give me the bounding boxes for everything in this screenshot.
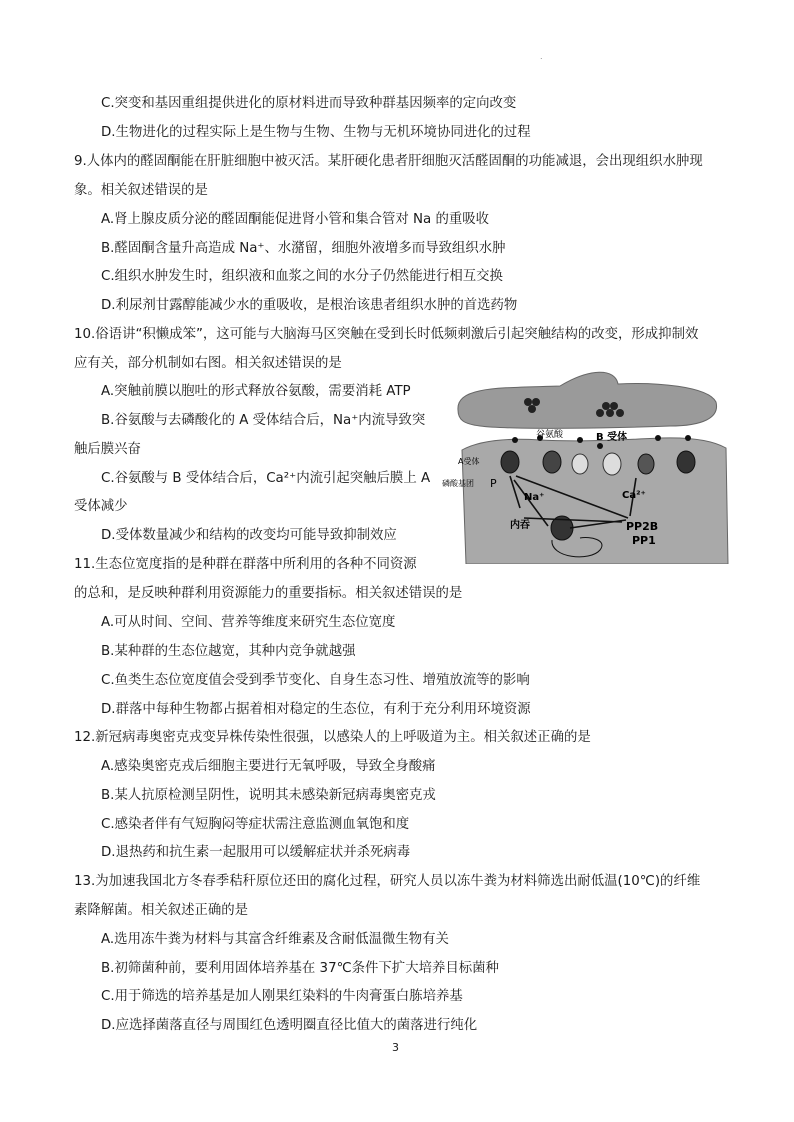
q12-option-c: C.感染者伴有气短胸闷等症状需注意监测血氧饱和度 <box>101 817 410 832</box>
receptor-5 <box>638 454 654 474</box>
label-a-receptor: A受体 <box>458 457 480 466</box>
q10-option-b-cont: 触后膜兴奋 <box>74 442 141 457</box>
q13-option-d: D.应选择菌落直径与周围红色透明圈直径比值大的菌落进行纯化 <box>101 1018 478 1033</box>
q13-stem-line2: 素降解菌。相关叙述正确的是 <box>74 903 249 918</box>
label-ca: Ca²⁺ <box>622 490 646 501</box>
q9-stem-line1: 9.人体内的醛固酮能在肝脏细胞中被灭活。某肝硬化患者肝细胞灭活醛固酮的功能减退，会出现组织水肿现 <box>74 154 703 169</box>
q13-option-b: B.初筛菌种前，要利用固体培养基在 37℃条件下扩大培养目标菌种 <box>101 961 499 976</box>
label-b-receptor: B 受体 <box>596 432 628 443</box>
q11-stem-line2: 的总和，是反映种群利用资源能力的重要指标。相关叙述错误的是 <box>74 586 463 601</box>
q9-option-a: A.肾上腺皮质分泌的醛固酮能促进肾小管和集合管对 Na 的重吸收 <box>101 212 490 227</box>
synapse-diagram <box>440 368 734 564</box>
q12-option-b: B.某人抗原检测呈阴性，说明其未感染新冠病毒奥密克戎 <box>101 788 436 803</box>
q10-option-b: B.谷氨酸与去磷酸化的 A 受体结合后，Na⁺内流导致突 <box>101 413 426 428</box>
q10-option-c: C.谷氨酸与 B 受体结合后，Ca²⁺内流引起突触后膜上 A <box>101 471 431 486</box>
q9-option-c: C.组织水肿发生时，组织液和血浆之间的水分子仍然能进行相互交换 <box>101 269 503 284</box>
q10-option-d: D.受体数量减少和结构的改变均可能导致抑制效应 <box>101 528 397 543</box>
receptor-6 <box>677 451 695 473</box>
q11-option-c: C.鱼类生态位宽度值会受到季节变化、自身生态习性、增殖放流等的影响 <box>101 673 530 688</box>
label-phosphate: 磷酸基团 <box>442 479 474 488</box>
q11-option-b: B.某种群的生态位越宽，其种内竞争就越强 <box>101 644 356 659</box>
synapse-svg <box>440 368 734 564</box>
b-receptor <box>603 453 621 475</box>
q12-stem: 12.新冠病毒奥密克戎变异株传染性很强，以感染人的上呼吸道为主。相关叙述正确的是 <box>74 730 591 745</box>
label-na: Na⁺ <box>524 492 545 503</box>
label-p: P <box>490 477 497 490</box>
scan-mark: . <box>540 52 543 61</box>
q13-stem-line1: 13.为加速我国北方冬春季秸秆原位还田的腐化过程，研究人员以冻牛粪为材料筛选出耐低温(10℃)的纤维 <box>74 874 701 889</box>
label-pp1: PP1 <box>632 534 656 547</box>
receptor-3 <box>572 454 588 474</box>
label-glutamate: 谷氨酸 <box>536 430 564 440</box>
receptor-2 <box>543 451 561 473</box>
a-receptor <box>501 451 519 473</box>
label-endocytosis: 内吞 <box>510 520 530 531</box>
q11-option-d: D.群落中每种生物都占据着相对稳定的生态位，有利于充分利用环境资源 <box>101 702 531 717</box>
q13-option-c: C.用于筛选的培养基是加人刚果红染料的牛肉膏蛋白胨培养基 <box>101 989 463 1004</box>
q11-option-a: A.可从时间、空间、营养等维度来研究生态位宽度 <box>101 615 396 630</box>
q12-option-a: A.感染奥密克戎后细胞主要进行无氧呼吸，导致全身酸痛 <box>101 759 436 774</box>
q10-stem-line2: 应有关，部分机制如右图。相关叙述错误的是 <box>74 356 342 371</box>
q10-option-a: A.突触前膜以胞吐的形式释放谷氨酸，需要消耗 ATP <box>101 384 411 399</box>
q10-stem-line1: 10.俗语讲“积懒成笨”，这可能与大脑海马区突触在受到长时低频刺激后引起突触结构的改变，形成抑制效 <box>74 327 699 342</box>
label-pp2b: PP2B <box>626 520 659 533</box>
q9-option-b: B.醛固酮含量升高造成 Na⁺、水潴留，细胞外液增多而导致组织水肿 <box>101 241 506 256</box>
presynaptic-terminal <box>458 372 717 428</box>
q11-stem-line1: 11.生态位宽度指的是种群在群落中所利用的各种不同资源 <box>74 557 417 572</box>
q10-option-c-cont: 受体减少 <box>74 499 128 514</box>
q8-option-d: D.生物进化的过程实际上是生物与生物、生物与无机环境协同进化的过程 <box>101 125 531 140</box>
q8-option-c: C.突变和基因重组提供进化的原材料进而导致种群基因频率的定向改变 <box>101 96 517 111</box>
q9-stem-line2: 象。相关叙述错误的是 <box>74 183 208 198</box>
page-number: 3 <box>392 1041 399 1054</box>
q12-option-d: D.退热药和抗生素一起服用可以缓解症状并杀死病毒 <box>101 845 411 860</box>
q9-option-d: D.利尿剂甘露醇能减少水的重吸收，是根治该患者组织水肿的首选药物 <box>101 298 518 313</box>
q13-option-a: A.选用冻牛粪为材料与其富含纤维素及含耐低温微生物有关 <box>101 932 449 947</box>
